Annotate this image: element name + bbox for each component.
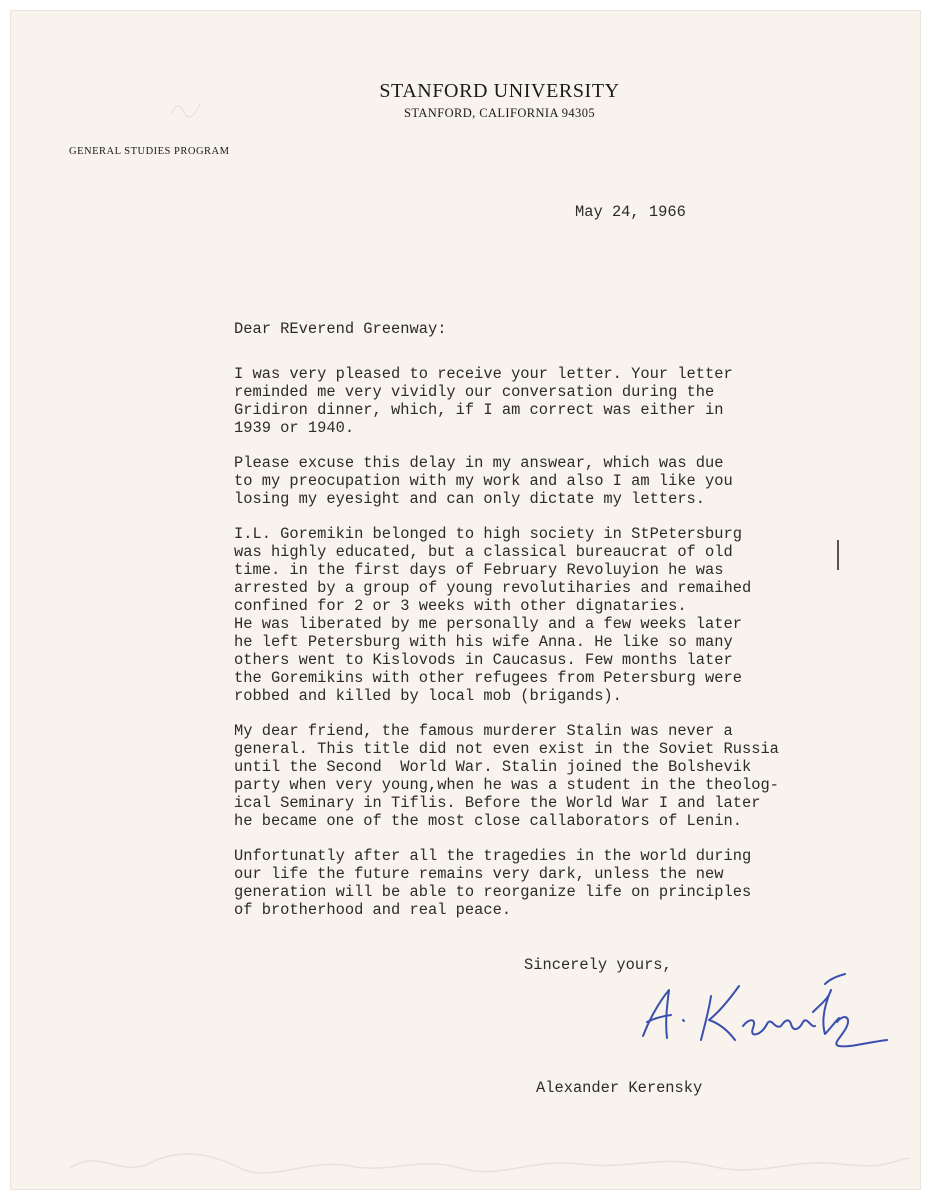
letter-paragraph: Please excuse this delay in my answear, which was due to my preocupation with my work and also I am like you losing my eyesight and can only dictate my letters. [234, 454, 733, 508]
letter-paragraph: I was very pleased to receive your letter. Your letter reminded me very vividly our conversation during the Gridiron dinner, which, if I am correct was either in 1939 or 1940. [234, 365, 733, 437]
letter-page [10, 10, 921, 1190]
letter-body [234, 365, 884, 936]
letter-closing: Sincerely yours, [524, 956, 672, 974]
letter-paragraph: Unfortunatly after all the tragedies in the world during our life the future remains very dark, unless the new generation will be able to reorganize life on principles of brotherhood and real peace. [234, 847, 752, 919]
letter-salutation: Dear REverend Greenway: [234, 320, 447, 338]
letterhead-department: GENERAL STUDIES PROGRAM [69, 146, 230, 157]
faint-pencil-annotation [60, 1128, 920, 1188]
margin-mark [836, 540, 840, 570]
signer-name: Alexander Kerensky [536, 1079, 703, 1097]
letter-paragraph: My dear friend, the famous murderer Stalin was never a general. This title did not even exist in the Soviet Russia until the Second World War. Stalin joined the Bolshevik party when very young,when he was a student in the theolog- ical Seminary in Tiflis. Before the World War I and later he became one of the most close callaborators of Lenin. [234, 722, 779, 830]
faint-pencil-mark [166, 94, 206, 124]
handwritten-signature [625, 960, 895, 1070]
letter-paragraph: I.L. Goremikin belonged to high society in StPetersburg was highly educated, but a classical bureaucrat of old time. in the first days of February Revoluyion he was arrested by a group of young revolutiharies and remaihed confined for 2 or 3 weeks with other dignataries. He was liberated by me personally and a few weeks later he left Petersburg with his wife Anna. He like so many others went to Kislovods in Caucasus. Few months later the Goremikins with other refugees from Petersburg were robbed and killed by local mob (brigands). [234, 525, 752, 705]
letterhead-institution: STANFORD UNIVERSITY [379, 80, 620, 102]
letterhead-address: STANFORD, CALIFORNIA 94305 [403, 106, 595, 120]
letter-date: May 24, 1966 [575, 203, 686, 221]
